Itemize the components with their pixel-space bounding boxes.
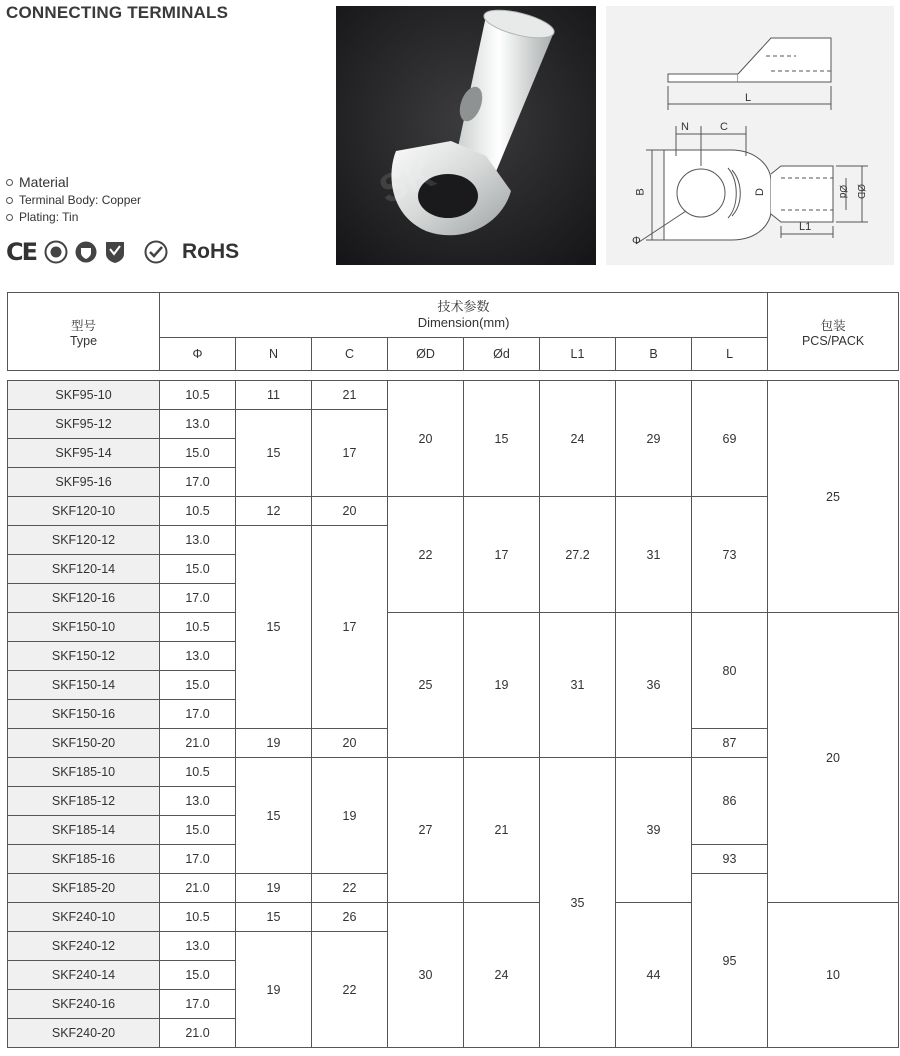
type-cell: SKF150-16: [8, 700, 160, 729]
phi-cell: 17.0: [160, 990, 236, 1019]
n-cell: 12: [236, 497, 312, 526]
type-cell: SKF95-10: [8, 381, 160, 410]
b-cell: 31: [616, 497, 692, 613]
type-cell: SKF95-16: [8, 468, 160, 497]
dimension-header-cn: 技术参数: [437, 299, 490, 314]
l-cell: 73: [692, 497, 768, 613]
svg-text:SK: SK: [373, 151, 442, 213]
bullet-icon: [6, 197, 13, 204]
n-cell: 15: [236, 758, 312, 874]
spec-table: [7, 380, 899, 1048]
pack-header-cn: 包装: [820, 318, 846, 333]
type-cell: SKF240-12: [8, 932, 160, 961]
column-header: ØD: [388, 338, 464, 371]
type-cell: SKF240-14: [8, 961, 160, 990]
phi-cell: 10.5: [160, 903, 236, 932]
cert-seal-icon: [44, 240, 68, 264]
l1-cell: 27.2: [540, 497, 616, 613]
type-cell: SKF185-14: [8, 816, 160, 845]
c-cell: 26: [312, 903, 388, 932]
type-cell: SKF150-14: [8, 671, 160, 700]
phi-cell: 13.0: [160, 787, 236, 816]
inner-diameter-cell: 17: [464, 497, 540, 613]
type-cell: SKF95-12: [8, 410, 160, 439]
pack-header-en: PCS/PACK: [801, 333, 865, 348]
cert-shield-icon: [74, 240, 98, 264]
c-cell: 21: [312, 381, 388, 410]
pack-header: [768, 293, 899, 371]
outer-diameter-cell: 27: [388, 758, 464, 903]
drawing-label-B: B: [634, 188, 647, 196]
type-cell: SKF150-20: [8, 729, 160, 758]
n-cell: 15: [236, 903, 312, 932]
phi-cell: 17.0: [160, 468, 236, 497]
column-header: N: [236, 338, 312, 371]
l-cell: 86: [692, 758, 768, 845]
bullet-icon: [6, 214, 13, 221]
page-title: CONNECTING TERMINALS: [6, 3, 229, 22]
material-heading: Material: [19, 174, 69, 190]
drawing-label-L1: L1: [799, 221, 812, 233]
material-section: [6, 174, 141, 227]
phi-cell: 17.0: [160, 584, 236, 613]
type-cell: SKF120-16: [8, 584, 160, 613]
type-cell: SKF120-14: [8, 555, 160, 584]
technical-drawing: [606, 6, 894, 265]
phi-cell: 13.0: [160, 642, 236, 671]
column-header: Φ: [160, 338, 236, 371]
l1-cell: 35: [540, 758, 616, 1048]
n-cell: 19: [236, 874, 312, 903]
c-cell: 22: [312, 874, 388, 903]
type-cell: SKF120-10: [8, 497, 160, 526]
drawing-label-phi: Φ: [632, 235, 641, 247]
type-cell: SKF240-20: [8, 1019, 160, 1048]
dimension-header-en: Dimension(mm): [417, 315, 510, 330]
drawing-label-D-big: ØD: [855, 184, 866, 199]
outer-diameter-cell: 25: [388, 613, 464, 758]
c-cell: 17: [312, 526, 388, 729]
phi-cell: 10.5: [160, 758, 236, 787]
drawing-label-C: C: [720, 121, 728, 133]
phi-cell: 10.5: [160, 497, 236, 526]
phi-cell: 15.0: [160, 816, 236, 845]
certification-logos: [6, 238, 239, 266]
outer-diameter-cell: 22: [388, 497, 464, 613]
type-header-cn: 型号: [70, 318, 96, 333]
table-row: [8, 613, 899, 642]
phi-cell: 15.0: [160, 671, 236, 700]
phi-cell: 17.0: [160, 845, 236, 874]
c-cell: 19: [312, 758, 388, 874]
drawing-label-D: D: [753, 188, 766, 196]
spec-table-header: [7, 292, 899, 371]
outer-diameter-cell: 30: [388, 903, 464, 1048]
c-cell: 17: [312, 410, 388, 497]
inner-diameter-cell: 21: [464, 758, 540, 903]
pack-cell: 25: [768, 381, 899, 613]
n-cell: 19: [236, 932, 312, 1048]
phi-cell: 15.0: [160, 961, 236, 990]
l1-cell: 31: [540, 613, 616, 758]
column-header: L: [692, 338, 768, 371]
rohs-mark: RoHS: [182, 240, 240, 263]
l-cell: 87: [692, 729, 768, 758]
b-cell: 29: [616, 381, 692, 497]
phi-cell: 13.0: [160, 410, 236, 439]
type-cell: SKF240-16: [8, 990, 160, 1019]
type-cell: SKF185-12: [8, 787, 160, 816]
column-header: Ød: [464, 338, 540, 371]
pack-cell: 20: [768, 613, 899, 903]
type-cell: SKF120-12: [8, 526, 160, 555]
l-cell: 69: [692, 381, 768, 497]
phi-cell: 13.0: [160, 526, 236, 555]
c-cell: 20: [312, 729, 388, 758]
phi-cell: 15.0: [160, 555, 236, 584]
phi-cell: 15.0: [160, 439, 236, 468]
l-cell: 80: [692, 613, 768, 729]
type-header: [8, 293, 160, 371]
type-cell: SKF185-10: [8, 758, 160, 787]
column-header: B: [616, 338, 692, 371]
n-cell: 15: [236, 410, 312, 497]
cert-ccc-icon: [104, 240, 126, 264]
c-cell: 22: [312, 932, 388, 1048]
column-header: L1: [540, 338, 616, 371]
l-cell: 93: [692, 845, 768, 874]
l-cell: 95: [692, 874, 768, 1048]
table-row: [8, 758, 899, 787]
l1-cell: 24: [540, 381, 616, 497]
table-row: [8, 381, 899, 410]
type-cell: SKF240-10: [8, 903, 160, 932]
material-item: Terminal Body: Copper: [19, 193, 142, 207]
b-cell: 39: [616, 758, 692, 903]
phi-cell: 10.5: [160, 613, 236, 642]
n-cell: 11: [236, 381, 312, 410]
n-cell: 19: [236, 729, 312, 758]
inner-diameter-cell: 19: [464, 613, 540, 758]
drawing-label-L: L: [745, 92, 752, 104]
phi-cell: 10.5: [160, 381, 236, 410]
phi-cell: 17.0: [160, 700, 236, 729]
type-header-en: Type: [69, 333, 98, 348]
table-row: [8, 497, 899, 526]
c-cell: 20: [312, 497, 388, 526]
pack-cell: 10: [768, 903, 899, 1048]
phi-cell: 13.0: [160, 932, 236, 961]
ce-mark: CE: [6, 238, 37, 266]
n-cell: 15: [236, 526, 312, 729]
dimension-header: [160, 293, 768, 338]
inner-diameter-cell: 24: [464, 903, 540, 1048]
material-item: Plating: Tin: [19, 210, 79, 224]
inner-diameter-cell: 15: [464, 381, 540, 497]
bullet-icon: [6, 179, 13, 186]
column-header: C: [312, 338, 388, 371]
type-cell: SKF150-12: [8, 642, 160, 671]
phi-cell: 21.0: [160, 729, 236, 758]
type-cell: SKF150-10: [8, 613, 160, 642]
type-cell: SKF95-14: [8, 439, 160, 468]
cert-sgs-icon: [144, 240, 170, 264]
drawing-label-d: Ød: [837, 184, 849, 199]
b-cell: 44: [616, 903, 692, 1048]
phi-cell: 21.0: [160, 874, 236, 903]
type-cell: SKF185-20: [8, 874, 160, 903]
drawing-label-N: N: [681, 121, 689, 133]
type-cell: SKF185-16: [8, 845, 160, 874]
product-photo: [336, 6, 596, 265]
outer-diameter-cell: 20: [388, 381, 464, 497]
b-cell: 36: [616, 613, 692, 758]
phi-cell: 21.0: [160, 1019, 236, 1048]
